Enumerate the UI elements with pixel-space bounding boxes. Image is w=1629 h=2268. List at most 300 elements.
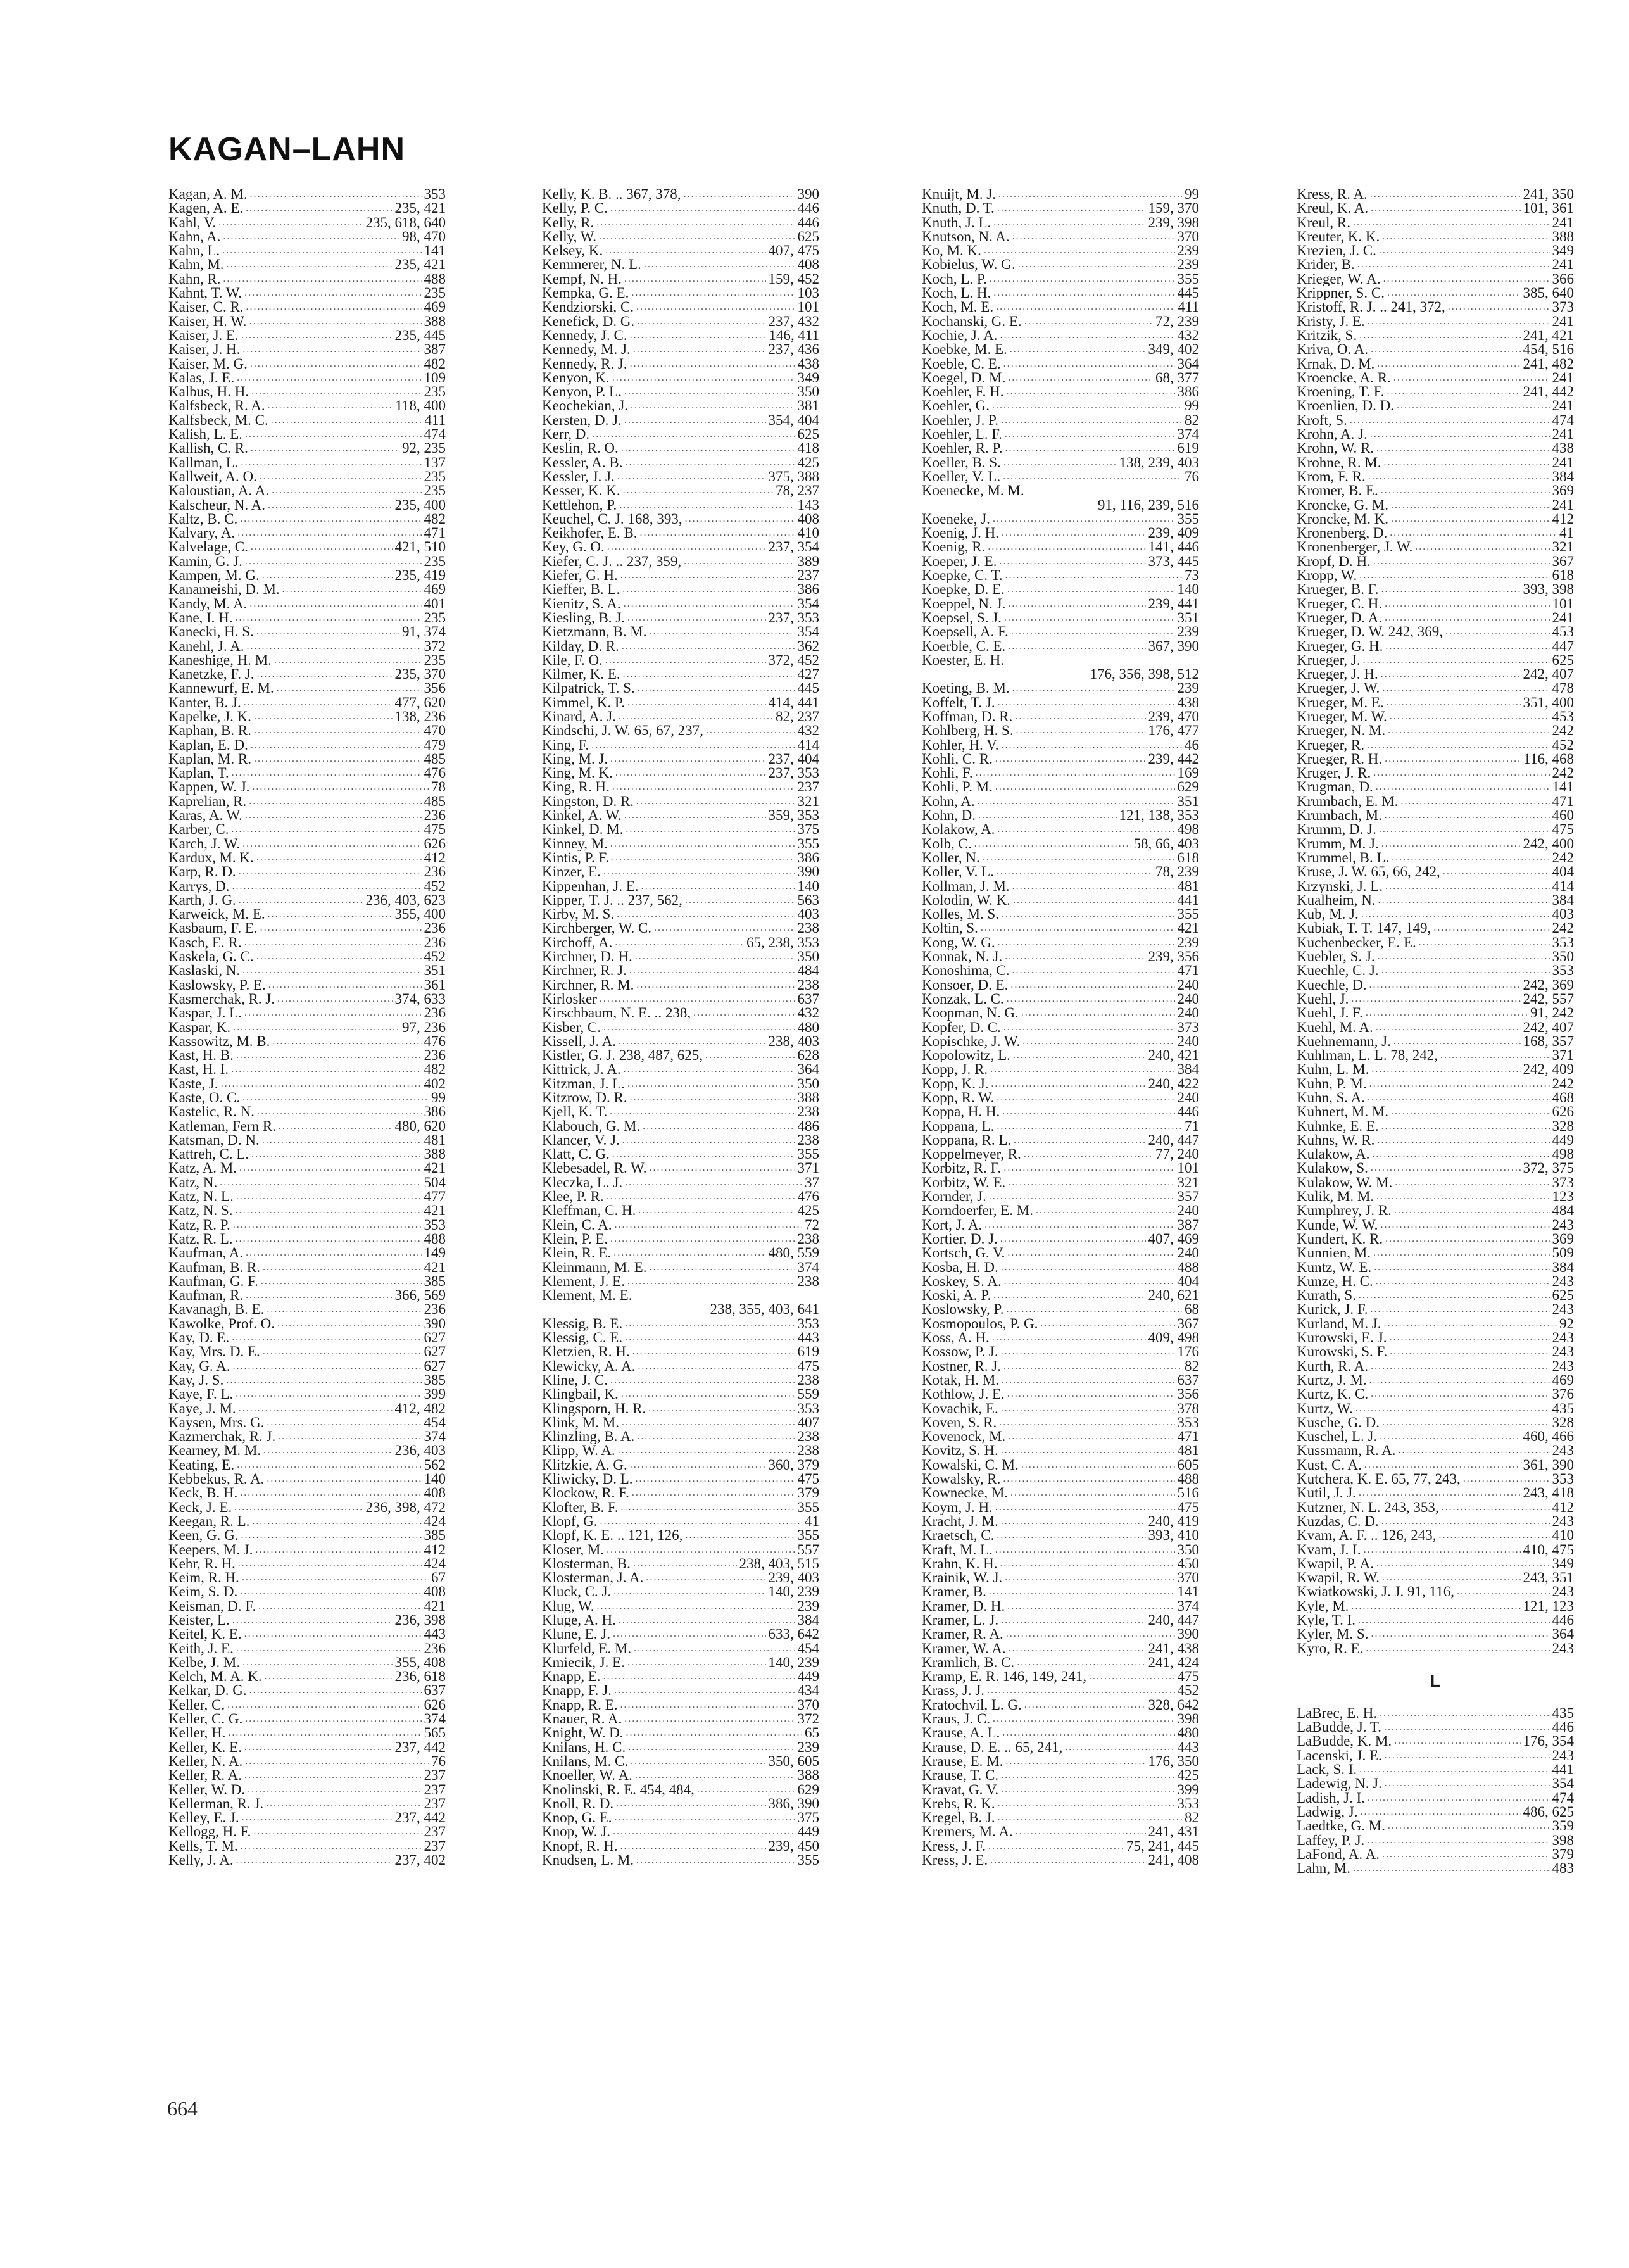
leader-dots bbox=[1007, 1246, 1174, 1260]
index-entry bbox=[542, 1387, 819, 1401]
entry-name: Kaufman, R. bbox=[168, 1288, 244, 1303]
entry-pages: 386 bbox=[797, 583, 819, 597]
entry-pages: 238 bbox=[797, 1274, 819, 1289]
index-entry bbox=[542, 1006, 819, 1020]
index-entry bbox=[542, 540, 819, 554]
index-entry bbox=[922, 1402, 1199, 1416]
entry-name: Kropf, D. H. bbox=[1297, 554, 1371, 569]
entry-name: Kramer, B. bbox=[922, 1585, 986, 1599]
leader-dots bbox=[615, 936, 744, 950]
index-entry bbox=[168, 1402, 446, 1416]
entry-name: Kehr, R. H. bbox=[168, 1556, 236, 1572]
index-entry bbox=[542, 992, 819, 1006]
entry-name: Koym, J. H. bbox=[922, 1500, 993, 1515]
leader-dots bbox=[228, 1726, 421, 1740]
leader-dots bbox=[256, 950, 422, 964]
leader-dots bbox=[1002, 738, 1182, 752]
entry-pages: 238 bbox=[797, 1232, 819, 1247]
leader-dots bbox=[1359, 1486, 1521, 1500]
entry-name: Krueger, M. E. bbox=[1297, 695, 1384, 710]
index-entry bbox=[922, 611, 1199, 625]
entry-name: Kaspar, J. L. bbox=[168, 1006, 242, 1021]
index-entry bbox=[922, 1246, 1199, 1260]
leader-dots bbox=[1013, 1049, 1146, 1062]
entry-pages: 137 bbox=[424, 455, 446, 470]
entry-name: Krueger, J. H. bbox=[1297, 667, 1378, 682]
leader-dots bbox=[268, 978, 422, 992]
entry-name: Kuhn, L. M. bbox=[1297, 1062, 1369, 1077]
entry-name: Koch, L. H. bbox=[922, 286, 991, 301]
leader-dots bbox=[240, 512, 421, 526]
entry-name: Keuchel, C. J. 168, 393, bbox=[542, 512, 682, 527]
entry-name: Kay, D. E. bbox=[168, 1331, 230, 1345]
entry-name: Kurick, J. F. bbox=[1297, 1302, 1368, 1317]
leader-dots bbox=[624, 1712, 795, 1726]
leader-dots bbox=[685, 1528, 795, 1542]
entry-name: Kjell, K. T. bbox=[542, 1105, 608, 1119]
entry-pages: 328, 642 bbox=[1148, 1698, 1199, 1713]
entry-name: Korndoerfer, E. M. bbox=[922, 1204, 1033, 1218]
entry-name: Kloser, M. bbox=[542, 1542, 605, 1557]
entry-pages: 241 bbox=[1552, 610, 1574, 626]
index-entry bbox=[922, 964, 1199, 978]
leader-dots bbox=[1000, 329, 1174, 343]
entry-name: Kuehl, J. F. bbox=[1297, 1006, 1363, 1021]
index-entry bbox=[168, 822, 446, 836]
index-entry bbox=[1297, 1204, 1574, 1218]
entry-name: Krause, A. L. bbox=[922, 1726, 1000, 1741]
entry-name: Kuehl, M. A. bbox=[1297, 1020, 1373, 1035]
entry-pages: 240 bbox=[1177, 1204, 1199, 1218]
entry-name: Kanecki, H. S. bbox=[168, 625, 254, 639]
leader-dots bbox=[706, 724, 795, 738]
index-entry bbox=[922, 696, 1199, 710]
entry-name: Kundert, K. R. bbox=[1297, 1232, 1383, 1247]
index-entry bbox=[542, 879, 819, 893]
leader-dots bbox=[1377, 357, 1520, 371]
index-entry bbox=[168, 1021, 446, 1035]
index-entry bbox=[168, 1176, 446, 1190]
entry-pages: 243 bbox=[1552, 1274, 1574, 1289]
leader-dots bbox=[1378, 893, 1550, 907]
index-entry bbox=[1297, 1458, 1574, 1472]
leader-dots bbox=[246, 1288, 392, 1302]
entry-pages: 446 bbox=[1177, 1105, 1199, 1119]
entry-pages: 138, 239, 403 bbox=[1119, 455, 1199, 470]
entry-pages: 408 bbox=[424, 1585, 446, 1599]
entry-pages: 355 bbox=[1177, 512, 1199, 527]
entry-pages: 481 bbox=[1177, 879, 1199, 893]
entry-name: Kardux, M. K. bbox=[168, 850, 254, 866]
index-entry bbox=[542, 286, 819, 300]
index-entry bbox=[922, 1698, 1199, 1712]
leader-dots bbox=[998, 187, 1182, 201]
index-entry bbox=[922, 1275, 1199, 1288]
entry-name: Kaneshige, H. M. bbox=[168, 653, 272, 668]
index-entry bbox=[922, 1853, 1199, 1867]
index-entry bbox=[168, 978, 446, 992]
index-entry bbox=[168, 964, 446, 978]
entry-pages: 407 bbox=[797, 1415, 819, 1430]
entry-pages: 480 bbox=[797, 1020, 819, 1035]
index-entry bbox=[1297, 1232, 1574, 1246]
entry-name: Kritzik, S. bbox=[1297, 328, 1357, 343]
index-entry bbox=[168, 512, 446, 526]
entry-name: Knilans, H. C. bbox=[542, 1740, 626, 1755]
index-entry bbox=[1297, 1416, 1574, 1430]
leader-dots bbox=[251, 540, 393, 554]
entry-pages: 235 bbox=[424, 653, 446, 668]
entry-name: Kobielus, W. G. bbox=[922, 258, 1016, 272]
entry-pages: 91, 242 bbox=[1530, 1006, 1574, 1021]
index-entry bbox=[1297, 879, 1574, 893]
entry-pages: 140 bbox=[424, 1472, 446, 1487]
entry-name: Kemmerer, N. L. bbox=[542, 258, 641, 272]
entry-pages: 421 bbox=[424, 1260, 446, 1275]
entry-pages: 401 bbox=[424, 596, 446, 611]
entry-pages: 414, 441 bbox=[768, 695, 819, 710]
entry-name: Kersten, D. J. bbox=[542, 413, 622, 428]
index-entry bbox=[168, 1091, 446, 1105]
index-entry bbox=[542, 696, 819, 710]
entry-pages: 421 bbox=[424, 1161, 446, 1176]
entry-pages: 408 bbox=[797, 512, 819, 527]
entry-name: Kilpatrick, T. S. bbox=[542, 681, 635, 696]
index-entry bbox=[1297, 978, 1574, 992]
entry-name: Kohli, C. R. bbox=[922, 752, 993, 767]
entry-pages: 243 bbox=[1552, 1585, 1574, 1599]
index-entry bbox=[922, 216, 1199, 230]
entry-pages: 371 bbox=[1552, 1049, 1574, 1063]
entry-name: Kahn, L. bbox=[168, 244, 220, 258]
leader-dots bbox=[615, 766, 766, 780]
entry-name: Kurtz, W. bbox=[1297, 1401, 1353, 1416]
entry-name: Kawolke, Prof. O. bbox=[168, 1316, 275, 1332]
leader-dots bbox=[223, 272, 421, 286]
entry-name: Kong, W. G. bbox=[922, 935, 995, 950]
leader-dots bbox=[631, 286, 795, 300]
leader-dots bbox=[1018, 258, 1175, 272]
index-entry bbox=[542, 526, 819, 540]
index-entry bbox=[1297, 1763, 1574, 1777]
entry-name: Krueger, J. W. bbox=[1297, 681, 1380, 696]
leader-dots bbox=[1367, 1834, 1549, 1848]
entry-name: Kollman, J. M. bbox=[922, 879, 1010, 893]
entry-name: Kilday, D. R. bbox=[542, 639, 619, 653]
entry-name: Kanter, B. J. bbox=[168, 695, 241, 710]
entry-pages: 328 bbox=[1552, 1119, 1574, 1133]
index-entry bbox=[1297, 893, 1574, 907]
entry-pages: 354 bbox=[797, 625, 819, 639]
leader-dots bbox=[1002, 1105, 1174, 1119]
entry-pages: 237, 442 bbox=[394, 1740, 446, 1755]
entry-pages: 562 bbox=[424, 1458, 446, 1473]
entry-pages: 469 bbox=[424, 300, 446, 315]
entry-pages: 103 bbox=[797, 286, 819, 301]
leader-dots bbox=[984, 1218, 1174, 1232]
entry-pages: 243 bbox=[1552, 1302, 1574, 1317]
entry-pages: 385 bbox=[424, 1274, 446, 1289]
entry-pages: 235, 618, 640 bbox=[365, 215, 446, 230]
entry-name: Kusche, G. D. bbox=[1297, 1415, 1380, 1430]
entry-name: Klessig, B. E. bbox=[542, 1316, 623, 1332]
entry-name: Kohli, F. bbox=[922, 766, 973, 781]
entry-pages: 450 bbox=[1177, 1556, 1199, 1572]
entry-pages: 37 bbox=[805, 1175, 819, 1190]
index-entry bbox=[1297, 1331, 1574, 1345]
entry-name: Kaufman, A. bbox=[168, 1246, 244, 1261]
entry-name: Klancer, V. J. bbox=[542, 1133, 620, 1148]
leader-dots bbox=[1024, 315, 1153, 329]
leader-dots bbox=[625, 1176, 802, 1190]
index-entry bbox=[922, 1387, 1199, 1401]
index-entry bbox=[1297, 992, 1574, 1006]
entry-pages: 364 bbox=[1177, 356, 1199, 371]
index-entry bbox=[922, 1627, 1199, 1641]
entry-pages: 374 bbox=[1177, 1599, 1199, 1613]
entry-pages: 409, 498 bbox=[1148, 1331, 1199, 1345]
entry-pages: 366 bbox=[1552, 272, 1574, 287]
leader-dots bbox=[1376, 1190, 1549, 1204]
entry-name: Krause, E. M. bbox=[922, 1754, 1003, 1769]
entry-name: Kuhn, P. M. bbox=[1297, 1076, 1367, 1091]
index-entry bbox=[1297, 1359, 1574, 1373]
leader-dots bbox=[244, 1741, 393, 1755]
entry-pages: 76 bbox=[1185, 469, 1199, 484]
entry-name: Kingston, D. R. bbox=[542, 794, 634, 809]
entry-pages: 235 bbox=[424, 484, 446, 498]
entry-pages: 480, 559 bbox=[768, 1246, 819, 1261]
entry-pages: 410 bbox=[797, 526, 819, 541]
leader-dots bbox=[1005, 441, 1175, 455]
index-entry bbox=[1297, 1049, 1574, 1062]
leader-dots bbox=[649, 1161, 795, 1175]
entry-name: Kohn, D. bbox=[922, 809, 976, 823]
leader-dots bbox=[1397, 399, 1550, 413]
entry-name: Kuehnemann, J. bbox=[1297, 1034, 1391, 1049]
leader-dots bbox=[274, 653, 422, 667]
leader-dots bbox=[231, 1062, 421, 1076]
entry-name: Knoeller, W. A. bbox=[542, 1768, 632, 1783]
entry-pages: 78 bbox=[431, 780, 446, 795]
entry-pages: 404 bbox=[1177, 1274, 1199, 1289]
leader-dots bbox=[1383, 272, 1550, 286]
entry-name: Kraus, J. C. bbox=[922, 1712, 990, 1727]
entry-pages: 353 bbox=[1552, 1472, 1574, 1487]
entry-pages: 381 bbox=[797, 399, 819, 413]
entry-name: Keepers, M. J. bbox=[168, 1542, 253, 1557]
entry-name: Kleffman, C. H. bbox=[542, 1204, 636, 1218]
entry-name: Kistler, G. J. 238, 487, 625, bbox=[542, 1049, 703, 1063]
index-entry bbox=[542, 809, 819, 822]
index-entry bbox=[542, 371, 819, 385]
entry-name: Kratochvil, L. G. bbox=[922, 1698, 1022, 1713]
leader-dots bbox=[1391, 512, 1550, 526]
entry-pages: 476 bbox=[424, 766, 446, 781]
entry-name: Kissell, J. A. bbox=[542, 1034, 616, 1049]
entry-pages: 241, 421 bbox=[1523, 328, 1574, 343]
entry-name: Kalvary, A. bbox=[168, 526, 236, 541]
index-entry bbox=[1297, 1091, 1574, 1105]
index-entry bbox=[168, 1486, 446, 1500]
index-entry bbox=[168, 1627, 446, 1641]
index-entry bbox=[168, 653, 446, 667]
leader-dots bbox=[1391, 498, 1550, 512]
entry-pages: 239 bbox=[1177, 244, 1199, 258]
leader-dots bbox=[617, 907, 795, 921]
leader-dots bbox=[1376, 780, 1550, 794]
entry-name: Kirby, M. S. bbox=[542, 907, 615, 922]
entry-pages: 242 bbox=[1552, 1076, 1574, 1091]
leader-dots bbox=[282, 583, 422, 596]
index-entry bbox=[1297, 329, 1574, 343]
entry-pages: 72 bbox=[805, 1218, 819, 1232]
index-entry bbox=[542, 1261, 819, 1275]
leader-dots bbox=[1381, 667, 1521, 681]
entry-name: Kroenlien, D. D. bbox=[1297, 399, 1394, 413]
index-entry bbox=[922, 1670, 1199, 1684]
index-entry bbox=[168, 597, 446, 611]
leader-dots bbox=[218, 216, 363, 230]
entry-pages: 235 bbox=[424, 286, 446, 301]
entry-pages: 99 bbox=[1185, 399, 1199, 413]
leader-dots bbox=[1361, 907, 1550, 921]
entry-name: Kieffer, B. L. bbox=[542, 583, 620, 597]
index-entry bbox=[1297, 752, 1574, 766]
index-entry bbox=[168, 1599, 446, 1613]
leader-dots bbox=[1382, 1416, 1550, 1430]
entry-pages: 475 bbox=[424, 822, 446, 837]
entry-name: Knuijt, M. J. bbox=[922, 187, 996, 202]
index-entry bbox=[168, 766, 446, 780]
entry-name: Kraft, M. L. bbox=[922, 1542, 993, 1557]
entry-pages: 41 bbox=[805, 1514, 819, 1529]
leader-dots bbox=[1371, 1627, 1549, 1641]
index-entry bbox=[1297, 1302, 1574, 1316]
entry-name: Kuhnke, E. E. bbox=[1297, 1119, 1379, 1133]
entry-pages: 241 bbox=[1552, 455, 1574, 470]
leader-dots bbox=[1370, 187, 1521, 201]
leader-dots bbox=[272, 1035, 421, 1049]
entry-pages: 101 bbox=[1177, 1161, 1199, 1176]
entry-pages: 425 bbox=[1177, 1768, 1199, 1783]
entry-name: Kleczka, L. J. bbox=[542, 1175, 623, 1190]
entry-name: Karweick, M. E. bbox=[168, 907, 265, 922]
entry-name: Kurath, S. bbox=[1297, 1288, 1356, 1303]
leader-dots bbox=[1065, 1741, 1174, 1755]
leader-dots bbox=[268, 399, 393, 413]
leader-dots bbox=[232, 879, 421, 893]
index-entry bbox=[542, 1176, 819, 1190]
leader-dots bbox=[1007, 583, 1175, 596]
leader-dots bbox=[1359, 1288, 1550, 1302]
leader-dots bbox=[633, 343, 766, 356]
entry-name: Krugman, D. bbox=[1297, 780, 1373, 795]
leader-dots bbox=[684, 555, 795, 569]
index-entry bbox=[922, 936, 1199, 950]
index-entry bbox=[922, 1062, 1199, 1076]
entry-name: Kyler, M. S. bbox=[1297, 1627, 1369, 1642]
leader-dots bbox=[1351, 992, 1520, 1006]
leader-dots bbox=[1001, 1768, 1174, 1782]
entry-pages: 46 bbox=[1185, 738, 1199, 752]
leader-dots bbox=[614, 1684, 795, 1698]
entry-name: Keck, J. E. bbox=[168, 1500, 232, 1515]
leader-dots bbox=[631, 399, 795, 413]
leader-dots bbox=[1380, 1706, 1549, 1720]
entry-name: Korbitz, R. F. bbox=[922, 1161, 1002, 1176]
leader-dots bbox=[624, 809, 766, 822]
entry-name: Kopp, R. W. bbox=[922, 1091, 995, 1106]
entry-pages: 237, 402 bbox=[394, 1853, 446, 1868]
entry-pages: 452 bbox=[1177, 1684, 1199, 1698]
index-entry bbox=[168, 752, 446, 766]
entry-name: Kutchera, K. E. 65, 77, 243, bbox=[1297, 1472, 1461, 1487]
index-entry bbox=[922, 738, 1199, 752]
entry-name: Keller, R. A. bbox=[168, 1768, 242, 1783]
entry-pages: 118, 400 bbox=[395, 399, 446, 413]
leader-dots bbox=[1392, 851, 1549, 865]
entry-name: Kay, J. S. bbox=[168, 1373, 224, 1388]
entry-pages: 625 bbox=[797, 229, 819, 244]
entry-pages: 242, 407 bbox=[1523, 1020, 1574, 1035]
entry-pages: 239 bbox=[797, 1740, 819, 1755]
leader-dots bbox=[277, 681, 422, 695]
entry-pages: 82, 237 bbox=[776, 709, 819, 724]
leader-dots bbox=[1359, 1763, 1549, 1777]
entry-pages: 58, 66, 403 bbox=[1133, 836, 1199, 851]
index-entry bbox=[922, 1190, 1199, 1204]
entry-name: Koester, E. H. bbox=[922, 653, 1005, 668]
leader-dots bbox=[248, 1783, 421, 1797]
leader-dots bbox=[234, 1501, 363, 1515]
entry-name: Krumm, D. J. bbox=[1297, 822, 1376, 837]
entry-pages: 441 bbox=[1177, 893, 1199, 908]
entry-pages: 386 bbox=[1177, 385, 1199, 400]
entry-pages: 375, 388 bbox=[768, 469, 819, 484]
entry-pages: 386 bbox=[424, 1105, 446, 1119]
entry-pages: 453 bbox=[1552, 625, 1574, 639]
index-entry bbox=[168, 1472, 446, 1486]
index-entry bbox=[168, 230, 446, 244]
entry-pages: 241, 438 bbox=[1148, 1641, 1199, 1656]
entry-pages: 237, 353 bbox=[768, 766, 819, 781]
leader-dots bbox=[1353, 216, 1550, 230]
index-entry bbox=[922, 1472, 1199, 1486]
entry-pages: 452 bbox=[1552, 738, 1574, 752]
leader-dots bbox=[625, 1317, 795, 1331]
entry-pages: 101 bbox=[797, 300, 819, 315]
leader-dots bbox=[998, 1797, 1175, 1811]
index-entry bbox=[922, 1161, 1199, 1175]
entry-pages: 236, 618 bbox=[394, 1670, 446, 1684]
entry-pages: 159, 370 bbox=[1148, 201, 1199, 216]
entry-name: Krnak, D. M. bbox=[1297, 356, 1375, 371]
entry-name: Krahn, K. H. bbox=[922, 1556, 998, 1572]
entry-name: Lahn, M. bbox=[1297, 1862, 1350, 1876]
entry-name: Krumbach, E. M. bbox=[1297, 794, 1399, 809]
entry-name: Kochanski, G. E. bbox=[922, 314, 1022, 329]
entry-pages: 488 bbox=[1177, 1260, 1199, 1275]
index-entry bbox=[542, 1288, 819, 1302]
leader-dots bbox=[242, 1811, 393, 1825]
entry-name: Keller, K. E. bbox=[168, 1740, 242, 1755]
leader-dots bbox=[992, 399, 1182, 413]
entry-name: Kasbaum, F. E. bbox=[168, 921, 258, 936]
leader-dots bbox=[1002, 1726, 1174, 1740]
leader-dots bbox=[1381, 1515, 1550, 1528]
entry-pages: 504 bbox=[424, 1175, 446, 1190]
